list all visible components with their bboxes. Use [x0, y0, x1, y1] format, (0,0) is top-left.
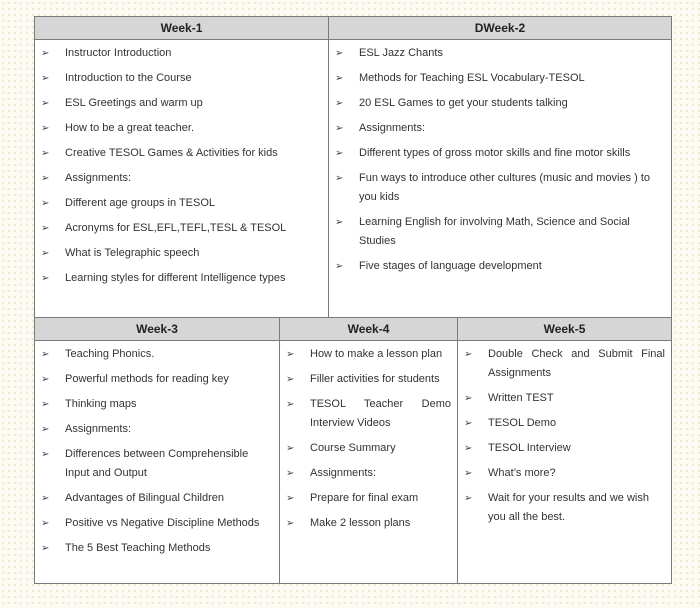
week-1-cell [35, 17, 328, 317]
arrow-bullet-icon: ➢ [335, 148, 344, 159]
list-item: ➢ Instructor Introduction [35, 44, 328, 63]
arrow-bullet-icon: ➢ [41, 198, 50, 209]
list-item: ➢ Acronyms for ESL,EFL,TEFL,TESL & TESOL [35, 219, 328, 238]
week-5-list [458, 341, 671, 527]
arrow-bullet-icon: ➢ [41, 98, 50, 109]
list-item: ➢ Different types of gross motor skills and fine motor skills [329, 144, 671, 163]
arrow-bullet-icon: ➢ [286, 518, 295, 529]
arrow-bullet-icon: ➢ [41, 543, 50, 554]
week-1-header: Week-1 [35, 17, 328, 40]
week-3-cell [35, 318, 279, 583]
list-item: ➢ Positive vs Negative Discipline Methods [35, 514, 279, 533]
arrow-bullet-icon: ➢ [286, 493, 295, 504]
arrow-bullet-icon: ➢ [335, 217, 344, 228]
arrow-bullet-icon: ➢ [464, 468, 473, 479]
list-item: ➢ Five stages of language development [329, 257, 671, 276]
list-item: ➢ Creative TESOL Games & Activities for kids [35, 144, 328, 163]
list-item: ➢ How to be a great teacher. [35, 119, 328, 138]
week-4-header: Week-4 [280, 318, 457, 341]
list-item: ➢ Thinking maps [35, 395, 279, 414]
list-item: ➢ What’s more? [458, 464, 671, 483]
list-item: ➢ Teaching Phonics. [35, 345, 279, 364]
list-item: ➢ Different age groups in TESOL [35, 194, 328, 213]
list-item: ➢ ESL Jazz Chants [329, 44, 671, 63]
week-3-header: Week-3 [35, 318, 279, 341]
list-item: ➢ Double Check and Submit Final Assignments [458, 345, 671, 383]
arrow-bullet-icon: ➢ [286, 349, 295, 360]
arrow-bullet-icon: ➢ [464, 443, 473, 454]
arrow-bullet-icon: ➢ [41, 349, 50, 360]
divider [457, 318, 458, 583]
list-item: ➢ Assignments: [35, 420, 279, 439]
arrow-bullet-icon: ➢ [41, 73, 50, 84]
arrow-bullet-icon: ➢ [41, 449, 50, 460]
arrow-bullet-icon: ➢ [464, 493, 473, 504]
arrow-bullet-icon: ➢ [41, 493, 50, 504]
arrow-bullet-icon: ➢ [41, 248, 50, 259]
list-item: ➢ Differences between Comprehensible Input and Output [35, 445, 279, 483]
arrow-bullet-icon: ➢ [41, 123, 50, 134]
arrow-bullet-icon: ➢ [286, 374, 295, 385]
list-item: ➢ Assignments: [280, 464, 457, 483]
arrow-bullet-icon: ➢ [41, 518, 50, 529]
arrow-bullet-icon: ➢ [41, 374, 50, 385]
list-item: ➢ Advantages of Bilingual Children [35, 489, 279, 508]
arrow-bullet-icon: ➢ [335, 48, 344, 59]
arrow-bullet-icon: ➢ [335, 261, 344, 272]
week-5-cell [458, 318, 671, 583]
arrow-bullet-icon: ➢ [335, 73, 344, 84]
arrow-bullet-icon: ➢ [464, 349, 473, 360]
list-item: ➢ Prepare for final exam [280, 489, 457, 508]
arrow-bullet-icon: ➢ [286, 468, 295, 479]
week-2-header: DWeek-2 [329, 17, 671, 40]
list-item: ➢ Learning English for involving Math, Science and Social Studies [329, 213, 671, 251]
list-item: ➢ Methods for Teaching ESL Vocabulary-TESOL [329, 69, 671, 88]
list-item: ➢ Learning styles for different Intelligence types [35, 269, 328, 288]
arrow-bullet-icon: ➢ [41, 148, 50, 159]
week-2-cell [329, 17, 671, 317]
list-item: ➢ TESOL Interview [458, 439, 671, 458]
arrow-bullet-icon: ➢ [464, 418, 473, 429]
list-item: ➢ Introduction to the Course [35, 69, 328, 88]
list-item: ➢ Powerful methods for reading key [35, 370, 279, 389]
list-item: ➢ Assignments: [329, 119, 671, 138]
divider [328, 17, 329, 317]
list-item: ➢ What is Telegraphic speech [35, 244, 328, 263]
week-4-list [280, 341, 457, 533]
arrow-bullet-icon: ➢ [335, 123, 344, 134]
list-item: ➢ Wait for your results and we wish you all the best. [458, 489, 671, 527]
list-item: ➢ How to make a lesson plan [280, 345, 457, 364]
week-4-cell [280, 318, 457, 583]
week-2-list [329, 40, 671, 276]
list-item: ➢ Fun ways to introduce other cultures (music and movies ) to you kids [329, 169, 671, 207]
list-item: ➢ ESL Greetings and warm up [35, 94, 328, 113]
list-item: ➢ Make 2 lesson plans [280, 514, 457, 533]
divider [279, 318, 280, 583]
arrow-bullet-icon: ➢ [464, 393, 473, 404]
divider [35, 317, 671, 318]
list-item: ➢ Filler activities for students [280, 370, 457, 389]
week-5-header: Week-5 [458, 318, 671, 341]
list-item: ➢ TESOL Teacher Demo Interview Videos [280, 395, 457, 433]
arrow-bullet-icon: ➢ [335, 173, 344, 184]
arrow-bullet-icon: ➢ [41, 173, 50, 184]
arrow-bullet-icon: ➢ [286, 399, 295, 410]
arrow-bullet-icon: ➢ [286, 443, 295, 454]
arrow-bullet-icon: ➢ [41, 273, 50, 284]
list-item: ➢ Course Summary [280, 439, 457, 458]
list-item: ➢ Written TEST [458, 389, 671, 408]
arrow-bullet-icon: ➢ [41, 399, 50, 410]
arrow-bullet-icon: ➢ [41, 424, 50, 435]
arrow-bullet-icon: ➢ [41, 223, 50, 234]
syllabus-table [34, 16, 672, 584]
arrow-bullet-icon: ➢ [335, 98, 344, 109]
list-item: ➢ The 5 Best Teaching Methods [35, 539, 279, 558]
week-1-list [35, 40, 328, 288]
arrow-bullet-icon: ➢ [41, 48, 50, 59]
list-item: ➢ Assignments: [35, 169, 328, 188]
list-item: ➢ 20 ESL Games to get your students talking [329, 94, 671, 113]
list-item: ➢ TESOL Demo [458, 414, 671, 433]
week-3-list [35, 341, 279, 558]
